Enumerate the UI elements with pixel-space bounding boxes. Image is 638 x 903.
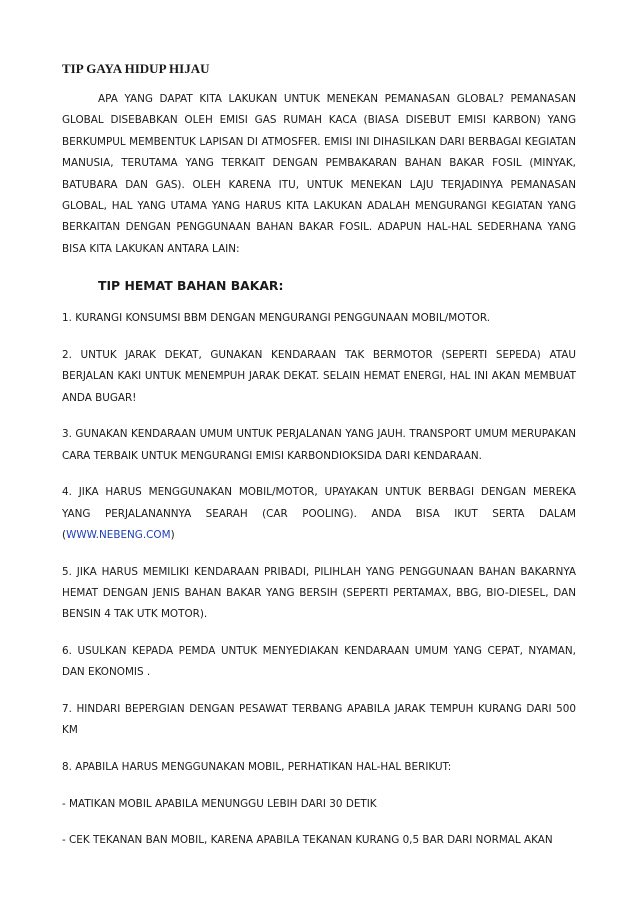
tip-item-1: 1. KURANGI KONSUMSI BBM DENGAN MENGURANGI PENGGUNAAN MOBIL/MOTOR. <box>62 312 491 325</box>
tip-item-4-text-before: 4. JIKA HARUS MENGGUNAKAN MOBIL/MOTOR, UPAYAKAN UNTUK BERBAGI DENGAN MEREKA YANG PERJALANANNYA SEARAH (CAR POOLING). ANDA BISA IKUT SERTA DALAM ( <box>62 486 576 542</box>
document-page <box>62 58 576 867</box>
tip-item-5: 5. JIKA HARUS MEMILIKI KENDARAAN PRIBADI, PILIHLAH YANG PENGGUNAAN BAHAN BAKARNYA HEMAT DENGAN JENIS BAHAN BAKAR YANG BERSIH (SEPERTI PERTAMAX, BBG, BIO-DIESEL, DAN BENSIN 4 TAK UTK MOTOR). <box>62 565 576 621</box>
tip-item-4 <box>62 482 576 546</box>
tip-subitem-tire-pressure: - CEK TEKANAN BAN MOBIL, KARENA APABILA TEKANAN KURANG 0,5 BAR DARI NORMAL AKAN <box>62 834 553 847</box>
document-title: TIP GAYA HIDUP HIJAU <box>62 61 210 76</box>
tip-item-7: 7. HINDARI BEPERGIAN DENGAN PESAWAT TERBANG APABILA JARAK TEMPUH KURANG DARI 500 KM <box>62 703 576 737</box>
tip-item-6: 6. USULKAN KEPADA PEMDA UNTUK MENYEDIAKAN KENDARAAN UMUM YANG CEPAT, NYAMAN, DAN EKONOMIS . <box>62 645 576 679</box>
tip-item-4-text-after: ) <box>170 529 175 542</box>
section-heading: TIP HEMAT BAHAN BAKAR: <box>98 278 284 294</box>
tip-item-8: 8. APABILA HARUS MENGGUNAKAN MOBIL, PERHATIKAN HAL-HAL BERIKUT: <box>62 761 452 774</box>
tip-item-2: 2. UNTUK JARAK DEKAT, GUNAKAN KENDARAAN TAK BERMOTOR (SEPERTI SEPEDA) ATAU BERJALAN KAKI UNTUK MENEMPUH JARAK DEKAT. SELAIN HEMAT ENERGI, HAL INI AKAN MEMBUAT ANDA BUGAR! <box>62 348 576 404</box>
nebeng-link[interactable]: WWW.NEBENG.COM <box>66 529 171 542</box>
intro-paragraph: APA YANG DAPAT KITA LAKUKAN UNTUK MENEKAN PEMANASAN GLOBAL? PEMANASAN GLOBAL DISEBABKAN OLEH EMISI GAS RUMAH KACA (BIASA DISEBUT EMISI KARBON) YANG BERKUMPUL MEMBENTUK LAPISAN DI ATMOSFER. EMISI INI DIHASILKAN DARI BERBAGAI KEGIATAN MANUSIA, TERUTAMA YANG TERKAIT DENGAN PEMBAKARAN BAHAN BAKAR FOSIL (MINYAK, BATUBARA DAN GAS). OLEH KARENA ITU, UNTUK MENEKAN LAJU TERJADINYA PEMANASAN GLOBAL, HAL YANG UTAMA YANG HARUS KITA LAKUKAN ADALAH MENGURANGI KEGIATAN YANG BERKAITAN DENGAN PENGGUNAAN BAHAN BAKAR FOSIL. ADAPUN HAL-HAL SEDERHANA YANG BISA KITA LAKUKAN ANTARA LAIN: <box>62 93 576 255</box>
tip-item-3: 3. GUNAKAN KENDARAAN UMUM UNTUK PERJALANAN YANG JAUH. TRANSPORT UMUM MERUPAKAN CARA TERBAIK UNTUK MENGURANGI EMISI KARBONDIOKSIDA DARI KENDARAAN. <box>62 428 576 462</box>
tip-subitem-engine-off: - MATIKAN MOBIL APABILA MENUNGGU LEBIH DARI 30 DETIK <box>62 797 377 810</box>
